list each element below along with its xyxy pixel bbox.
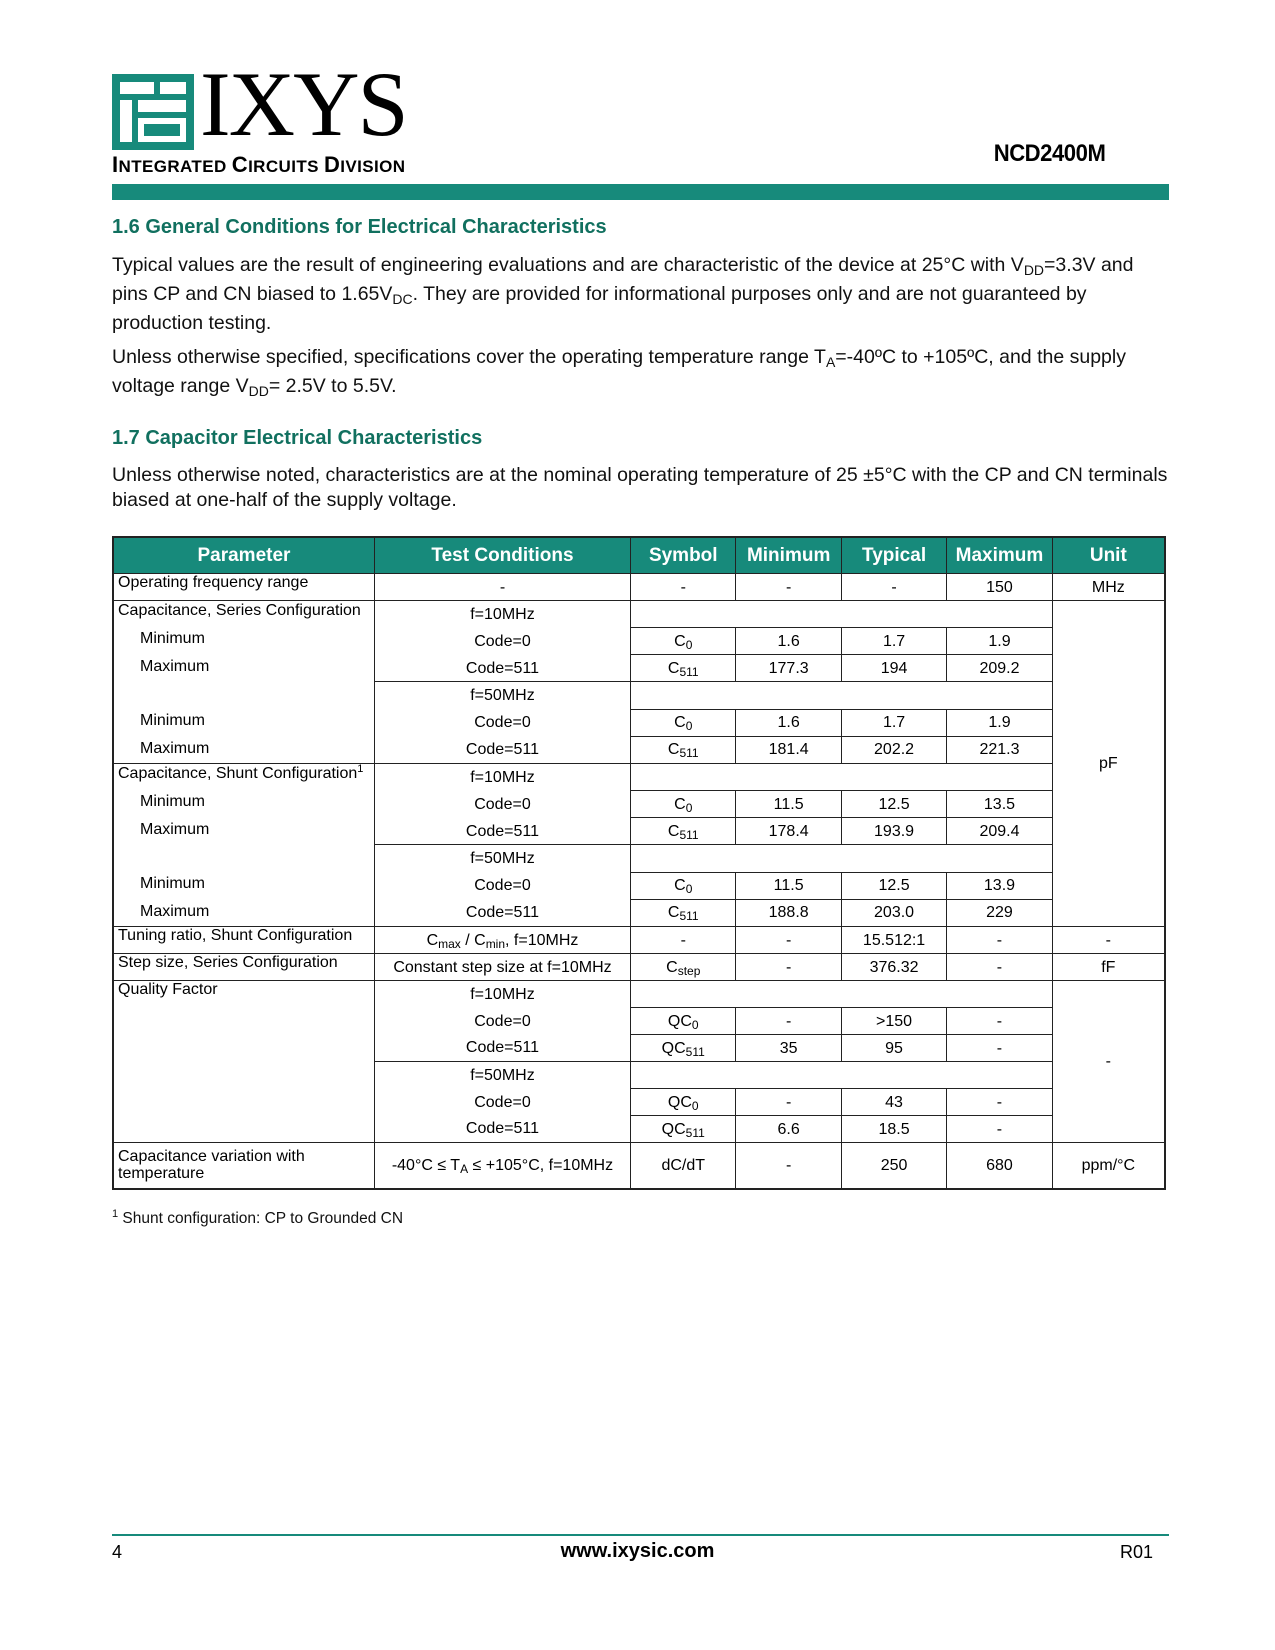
tc-cell: Code=0: [374, 1089, 630, 1116]
paragraph-operating-range: Unless otherwise specified, specifications cover the operating temperature range $T_A=-40ºC$ to +105ºC, and the supply voltage range $V_{DD}= 2.5V$ to 5.5V.: [112, 346, 1126, 399]
max-cell: -: [947, 1116, 1052, 1143]
tc-cell: Code=511: [374, 1035, 630, 1062]
max-cell: 229: [947, 899, 1052, 926]
min-cell: 35: [736, 1035, 841, 1062]
col-header-typical: Typical: [841, 537, 946, 574]
tc-cell: Code=511: [374, 736, 630, 763]
param-cell: Capacitance variation with temperature: [113, 1143, 374, 1189]
min-cell: 1.6: [736, 628, 841, 655]
table-header-row: [113, 537, 1165, 574]
paragraph-typical-values: Typical values are the result of engineering evaluations and are characteristic of the device at 25°C with $V_{DD}=3.3V$ and pins CP and CN biased to $1.65V_{DC}$. They are provided for informational purposes only and are not guaranteed by production testing.: [112, 254, 1134, 334]
symbol-cell: $QC_{511}$: [631, 1116, 736, 1143]
symbol-cell: $QC_0$: [631, 1089, 736, 1116]
website-link[interactable]: www.ixysic.com: [560, 1540, 715, 1562]
typ-cell: 12.5: [841, 791, 946, 818]
min-cell: -: [736, 954, 841, 981]
table-row: [113, 981, 1165, 1008]
table-row: [113, 574, 1165, 601]
symbol-cell: $C_0$: [631, 791, 736, 818]
tc-cell: Code=511: [374, 1116, 630, 1143]
tc-cell: Code=0: [374, 872, 630, 899]
min-cell: -: [736, 574, 841, 601]
max-cell: 680: [947, 1143, 1052, 1189]
ixys-logo-mark-icon: [112, 74, 194, 150]
max-cell: 1.9: [947, 628, 1052, 655]
tc-cell: -: [374, 574, 630, 601]
empty-cell: [631, 981, 1053, 1008]
max-cell: 209.2: [947, 655, 1052, 682]
table-row: [113, 1143, 1165, 1189]
logo-wordmark: IXYS: [200, 53, 407, 155]
max-cell: -: [947, 1035, 1052, 1062]
page-number: 4: [112, 1542, 123, 1562]
tc-cell: f=50MHz: [374, 1062, 630, 1089]
min-cell: 177.3: [736, 655, 841, 682]
max-cell: 13.9: [947, 872, 1052, 899]
tc-cell: f=10MHz: [374, 601, 630, 628]
typ-cell: 95: [841, 1035, 946, 1062]
min-cell: 178.4: [736, 818, 841, 845]
min-cell: -: [736, 1008, 841, 1035]
min-cell: 11.5: [736, 791, 841, 818]
symbol-cell: $C_{511}$: [631, 899, 736, 926]
company-logo: [112, 53, 432, 180]
symbol-cell: $QC_0$: [631, 1008, 736, 1035]
tc-cell: Code=0: [374, 628, 630, 655]
col-header-parameter: Parameter: [113, 537, 374, 574]
min-cell: 1.6: [736, 709, 841, 736]
header-divider-bar: [112, 184, 1169, 200]
empty-cell: [631, 845, 1053, 872]
typ-cell: 1.7: [841, 628, 946, 655]
empty-cell: [631, 682, 1053, 709]
section-heading-1-7: 1.7 Capacitor Electrical Characteristics: [112, 427, 483, 449]
max-cell: 150: [947, 574, 1052, 601]
symbol-cell: $C_{511}$: [631, 818, 736, 845]
max-cell: -: [947, 954, 1052, 981]
symbol-cell: dC/dT: [631, 1143, 736, 1189]
max-cell: -: [947, 1008, 1052, 1035]
col-header-minimum: Minimum: [736, 537, 841, 574]
min-cell: -: [736, 927, 841, 954]
typ-cell: 15.512:1: [841, 927, 946, 954]
tc-cell: Code=0: [374, 1008, 630, 1035]
unit-cell: fF: [1052, 954, 1165, 981]
min-cell: 6.6: [736, 1116, 841, 1143]
tc-cell: f=10MHz: [374, 764, 630, 791]
max-cell: 1.9: [947, 709, 1052, 736]
tc-cell: $C_{max} / C_{min}$, f=10MHz: [374, 927, 630, 954]
tc-cell: Code=511: [374, 818, 630, 845]
symbol-cell: $C_0$: [631, 709, 736, 736]
footnote: $^1$ Shunt configuration: CP to Grounded CN: [112, 1208, 404, 1227]
symbol-cell: $C_{511}$: [631, 655, 736, 682]
unit-cell: -: [1052, 981, 1165, 1143]
typ-cell: 12.5: [841, 872, 946, 899]
tc-cell: $-40^\circ C \le T_A \le +105^\circ C$, f=10MHz: [374, 1143, 630, 1189]
col-header-symbol: Symbol: [631, 537, 736, 574]
min-cell: -: [736, 1143, 841, 1189]
footer-divider: [112, 1534, 1169, 1536]
max-cell: 221.3: [947, 736, 1052, 763]
logo-subtitle: INTEGRATED CIRCUITS DIVISION: [112, 152, 406, 177]
unit-cell: ppm/°C: [1052, 1143, 1165, 1189]
revision-label: R01: [1119, 1542, 1153, 1562]
tc-cell: Code=511: [374, 899, 630, 926]
min-cell: 11.5: [736, 872, 841, 899]
col-header-unit: Unit: [1052, 537, 1165, 574]
unit-cell: MHz: [1052, 574, 1165, 601]
typ-cell: >150: [841, 1008, 946, 1035]
tc-cell: Constant step size at f=10MHz: [374, 954, 630, 981]
param-cell: Capacitance, Shunt Configuration$^1$ Minimum Maximum Minimum Maximum: [113, 764, 374, 927]
param-cell: Quality Factor: [113, 981, 374, 1143]
param-cell: Operating frequency range: [113, 574, 374, 601]
param-cell: Tuning ratio, Shunt Configuration: [113, 927, 374, 954]
typ-cell: 1.7: [841, 709, 946, 736]
max-cell: -: [947, 927, 1052, 954]
min-cell: 188.8: [736, 899, 841, 926]
part-number: NCD2400M: [993, 140, 1105, 167]
symbol-cell: $C_{511}$: [631, 736, 736, 763]
symbol-cell: $QC_{511}$: [631, 1035, 736, 1062]
max-cell: 13.5: [947, 791, 1052, 818]
typ-cell: 43: [841, 1089, 946, 1116]
typ-cell: 202.2: [841, 736, 946, 763]
unit-cell: pF: [1052, 601, 1165, 927]
max-cell: 209.4: [947, 818, 1052, 845]
symbol-cell: -: [631, 574, 736, 601]
typ-cell: 193.9: [841, 818, 946, 845]
max-cell: -: [947, 1089, 1052, 1116]
empty-cell: [631, 1062, 1053, 1089]
typ-cell: 194: [841, 655, 946, 682]
section-heading-1-6: 1.6 General Conditions for Electrical Characteristics: [112, 216, 607, 238]
empty-cell: [631, 601, 1053, 628]
table-row: [113, 954, 1165, 981]
min-cell: 181.4: [736, 736, 841, 763]
typ-cell: 18.5: [841, 1116, 946, 1143]
tc-cell: f=10MHz: [374, 981, 630, 1008]
col-header-test-conditions: Test Conditions: [374, 537, 630, 574]
unit-cell: -: [1052, 927, 1165, 954]
symbol-cell: $C_0$: [631, 872, 736, 899]
typ-cell: 203.0: [841, 899, 946, 926]
paragraph-nominal-conditions: Unless otherwise noted, characteristics are at the nominal operating temperature of 25 ±5°C with the CP and CN terminals biased at one-half of the supply voltage.: [112, 464, 1168, 511]
symbol-cell: -: [631, 927, 736, 954]
empty-cell: [631, 764, 1053, 791]
table-row: [113, 601, 1165, 628]
tc-cell: f=50MHz: [374, 682, 630, 709]
typ-cell: 376.32: [841, 954, 946, 981]
param-cell: Capacitance, Series Configuration Minimum Maximum Minimum Maximum: [113, 601, 374, 764]
table-row: [113, 927, 1165, 954]
table-row: [113, 764, 1165, 791]
tc-cell: Code=0: [374, 791, 630, 818]
min-cell: -: [736, 1089, 841, 1116]
symbol-cell: $C_{step}$: [631, 954, 736, 981]
tc-cell: f=50MHz: [374, 845, 630, 872]
symbol-cell: $C_0$: [631, 628, 736, 655]
electrical-characteristics-table: [112, 536, 1166, 1190]
col-header-maximum: Maximum: [947, 537, 1052, 574]
param-cell: Step size, Series Configuration: [113, 954, 374, 981]
typ-cell: -: [841, 574, 946, 601]
typ-cell: 250: [841, 1143, 946, 1189]
tc-cell: Code=511: [374, 655, 630, 682]
tc-cell: Code=0: [374, 709, 630, 736]
